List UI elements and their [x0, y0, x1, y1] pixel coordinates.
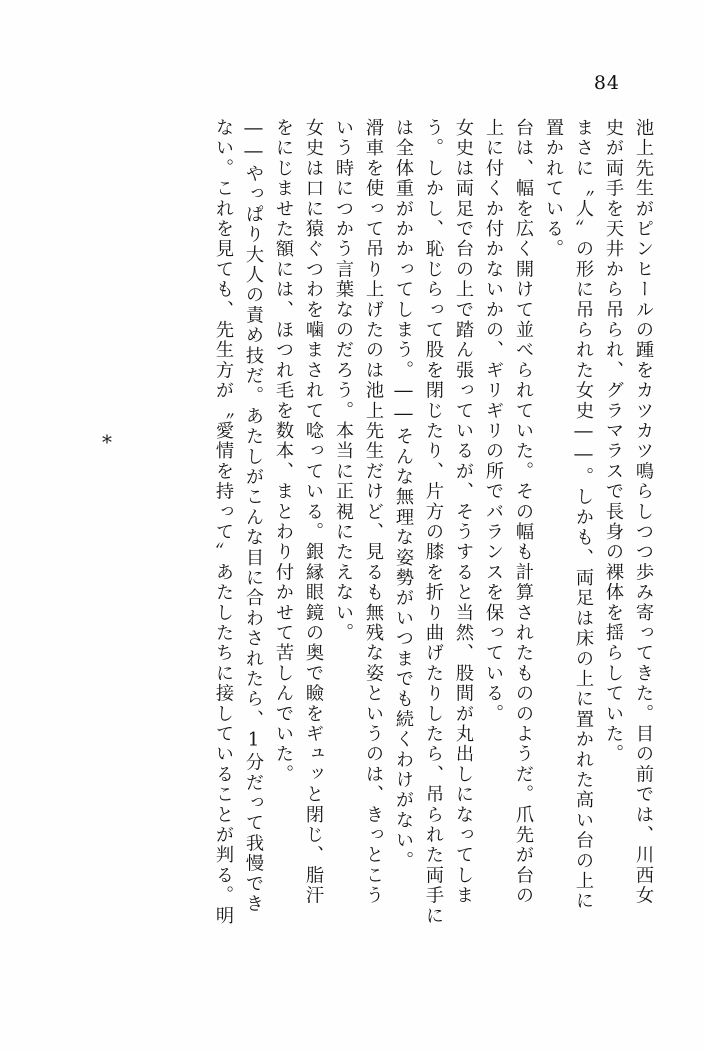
text-column: 女史は両足で台の上で踏ん張っているが、そうすると当然、股間が丸出しになってしま	[453, 118, 474, 906]
text-column: 女史は口に猿ぐつわを噛まされて唸っている。銀縁眼鏡の奥で瞼をギュッと閉じ、脂汗	[303, 118, 324, 906]
text-column: まさに〝人〟の形に吊られた女史――。しかも、両足は床の上に置かれた高い台の上に	[573, 118, 594, 912]
text-column: 置かれている。	[543, 118, 564, 260]
scene-separator-asterisk: *	[102, 430, 112, 454]
body-text-block	[52, 118, 652, 1018]
text-column: う。しかし、恥じらって股を閉じたり、片方の膝を折り曲げたりしたら、吊られた両手に	[423, 118, 444, 926]
text-column: をにじませた額には、ほつれ毛を数本、まとわり付かせて苦しんでいた。	[273, 118, 294, 785]
text-column: は全体重がかかってしまう。――そんな無理な姿勢がいつまでも続くわけがない。	[393, 118, 414, 871]
text-column: ――やっぱり大人の責め技だ。あたしがこんな目に合わされたら、1分だって我慢でき	[243, 118, 264, 915]
text-column: ない。これを見ても、先生方が〝愛情を持って〟あたしたちに接していることが判る。明	[213, 118, 234, 926]
text-column: 台は、幅を広く開けて並べられていた。その幅も計算されたもののようだ。爪先が台の	[513, 118, 534, 906]
page-number: 84	[593, 72, 620, 94]
text-column: いう時につかう言葉なのだろう。本当に正視にたえない。	[333, 118, 354, 644]
text-column: 滑車を使って吊り上げたのは池上先生だけど、見るも無残な姿というのは、きっとこう	[363, 118, 384, 906]
text-column: 池上先生がピンヒールの踵をカツカツ鳴らしつつ歩み寄ってきた。目の前では、川西女	[633, 118, 654, 906]
text-column: 史が両手を天井から吊られ、グラマラスで長身の裸体を揺らしていた。	[603, 118, 624, 765]
text-column: 上に付くか付かないかの、ギリギリの所でバランスを保っている。	[483, 118, 504, 724]
